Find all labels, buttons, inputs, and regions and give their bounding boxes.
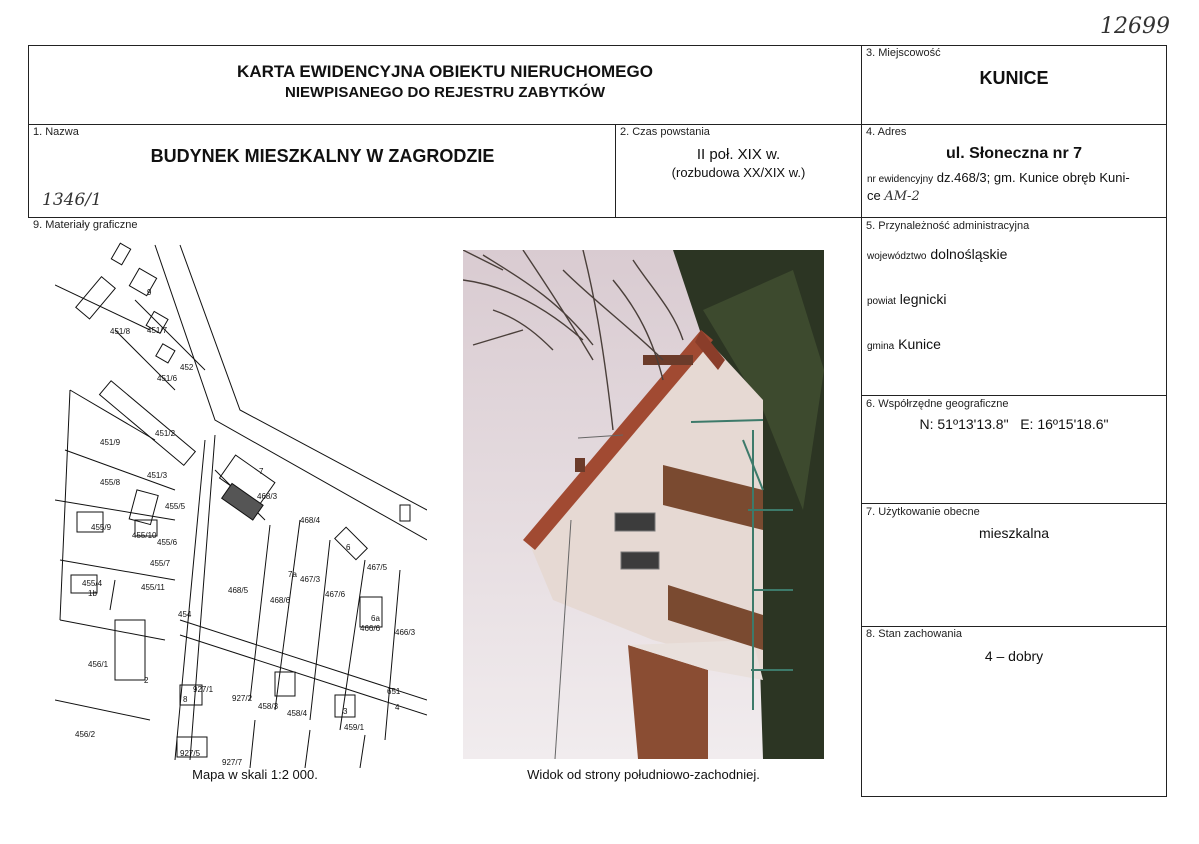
registry-prefix: nr ewidencyjny	[867, 174, 934, 185]
parcel-451-6: 451/6	[157, 374, 178, 383]
building-9: 9	[147, 288, 152, 297]
time-label: 2. Czas powstania	[620, 126, 710, 138]
building-photo	[463, 250, 824, 759]
address-registry	[867, 170, 1130, 185]
coords-value: N: 51º13'13.8" E: 16º15'18.6"	[919, 416, 1109, 432]
parcel-467-5: 467/5	[367, 563, 388, 572]
frame-left	[28, 45, 29, 218]
frame-top	[28, 45, 1167, 46]
parcel-458-3: 458/3	[258, 702, 279, 711]
building-7: 7	[259, 467, 264, 476]
parcel-466-3: 466/3	[395, 628, 416, 637]
address-registry-cont	[867, 188, 920, 204]
building-6a: 6a	[371, 614, 380, 623]
parcel-651: 651	[387, 687, 401, 696]
building-4: 4	[395, 703, 400, 712]
county	[867, 291, 947, 307]
usage-value: mieszkalna	[978, 525, 1050, 541]
parcel-927-5: 927/5	[180, 749, 201, 758]
building-2: 2	[144, 676, 149, 685]
condition-value: 4 – dobry	[984, 648, 1044, 664]
row-line-condition	[861, 626, 1167, 627]
row-line-1	[28, 124, 1167, 125]
parcel-456-1: 456/1	[88, 660, 109, 669]
map-caption: Mapa w skali 1:2 000.	[192, 767, 318, 782]
parcel-451-2: 451/2	[155, 429, 176, 438]
parcel-927-7: 927/7	[222, 758, 243, 767]
admin-label: 5. Przynależność administracyjna	[866, 220, 1030, 232]
building-8: 8	[183, 695, 188, 704]
time-extension: (rozbudowa XX/XIX w.)	[671, 165, 806, 180]
row-line-coords	[861, 395, 1167, 396]
name-handwritten-note: 1346/1	[42, 190, 102, 210]
parcel-451-9: 451/9	[100, 438, 121, 447]
registry-value-cont: ce	[867, 188, 881, 203]
parcel-454: 454	[178, 610, 192, 619]
graphics-label: 9. Materiały graficzne	[33, 219, 138, 231]
parcel-927-1: 927/1	[193, 685, 214, 694]
county-value: legnicki	[899, 291, 947, 307]
locality-value: KUNICE	[979, 68, 1049, 88]
commune-prefix: gmina	[867, 341, 895, 352]
document-number: 12699	[1100, 14, 1170, 39]
row-line-usage	[861, 503, 1167, 504]
parcel-456-2: 456/2	[75, 730, 96, 739]
parcel-451-3: 451/3	[147, 471, 168, 480]
parcel-468-3: 468/3	[257, 492, 278, 501]
registry-value: dz.468/3; gm. Kunice obręb Kuni-	[936, 170, 1130, 185]
parcel-927-2: 927/2	[232, 694, 253, 703]
parcel-455-7: 455/7	[150, 559, 171, 568]
parcel-468-4: 468/4	[300, 516, 321, 525]
locality-label: 3. Miejscowość	[866, 47, 941, 59]
building-6: 6	[346, 543, 351, 552]
building-1b: 1b	[88, 589, 97, 598]
address-handwritten-note: AM-2	[884, 189, 920, 204]
coords-label: 6. Współrzędne geograficzne	[866, 398, 1009, 410]
parcel-455-11: 455/11	[141, 583, 165, 592]
card-title: KARTA EWIDENCYJNA OBIEKTU NIERUCHOMEGO	[237, 62, 653, 81]
address-label: 4. Adres	[866, 126, 907, 138]
parcel-455-9: 455/9	[91, 523, 112, 532]
photo-caption: Widok od strony południowo-zachodniej.	[527, 767, 760, 782]
parcel-467-3: 467/3	[300, 575, 321, 584]
commune	[867, 336, 941, 352]
parcel-451-7: 451/7	[147, 326, 168, 335]
frame-bottom-right	[861, 796, 1167, 797]
parcel-455-8: 455/8	[100, 478, 121, 487]
county-prefix: powiat	[867, 296, 896, 307]
commune-value: Kunice	[898, 336, 941, 352]
parcel-455-10: 455/10	[132, 531, 157, 540]
parcel-451-8: 451/8	[110, 327, 131, 336]
cadastral-map	[55, 240, 427, 768]
name-value: BUDYNEK MIESZKALNY W ZAGRODZIE	[150, 146, 495, 166]
parcel-455-5: 455/5	[165, 502, 186, 511]
frame-right	[1166, 45, 1167, 797]
time-value: II poł. XIX w.	[696, 146, 781, 163]
address-street: ul. Słoneczna nr 7	[945, 145, 1083, 162]
parcel-455-6: 455/6	[157, 538, 178, 547]
voivodeship-value: dolnośląskie	[930, 246, 1008, 262]
parcel-459-1: 459/1	[344, 723, 365, 732]
parcel-467-6: 467/6	[325, 590, 346, 599]
card-subtitle: NIEWPISANEGO DO REJESTRU ZABYTKÓW	[284, 84, 606, 101]
parcel-466-6: 466/6	[360, 624, 381, 633]
parcel-458-4: 458/4	[287, 709, 308, 718]
parcel-455-4: 455/4	[82, 579, 103, 588]
parcel-468-5: 468/5	[228, 586, 249, 595]
voivodeship-prefix: województwo	[867, 251, 927, 262]
row-line-2	[28, 217, 1167, 218]
condition-label: 8. Stan zachowania	[866, 628, 963, 640]
name-label: 1. Nazwa	[33, 126, 79, 138]
parcel-452: 452	[180, 363, 194, 372]
building-3: 3	[343, 707, 348, 716]
voivodeship	[867, 246, 1007, 262]
building-7a: 7a	[288, 570, 297, 579]
usage-label: 7. Użytkowanie obecne	[866, 506, 980, 518]
parcel-468-6: 468/6	[270, 596, 291, 605]
